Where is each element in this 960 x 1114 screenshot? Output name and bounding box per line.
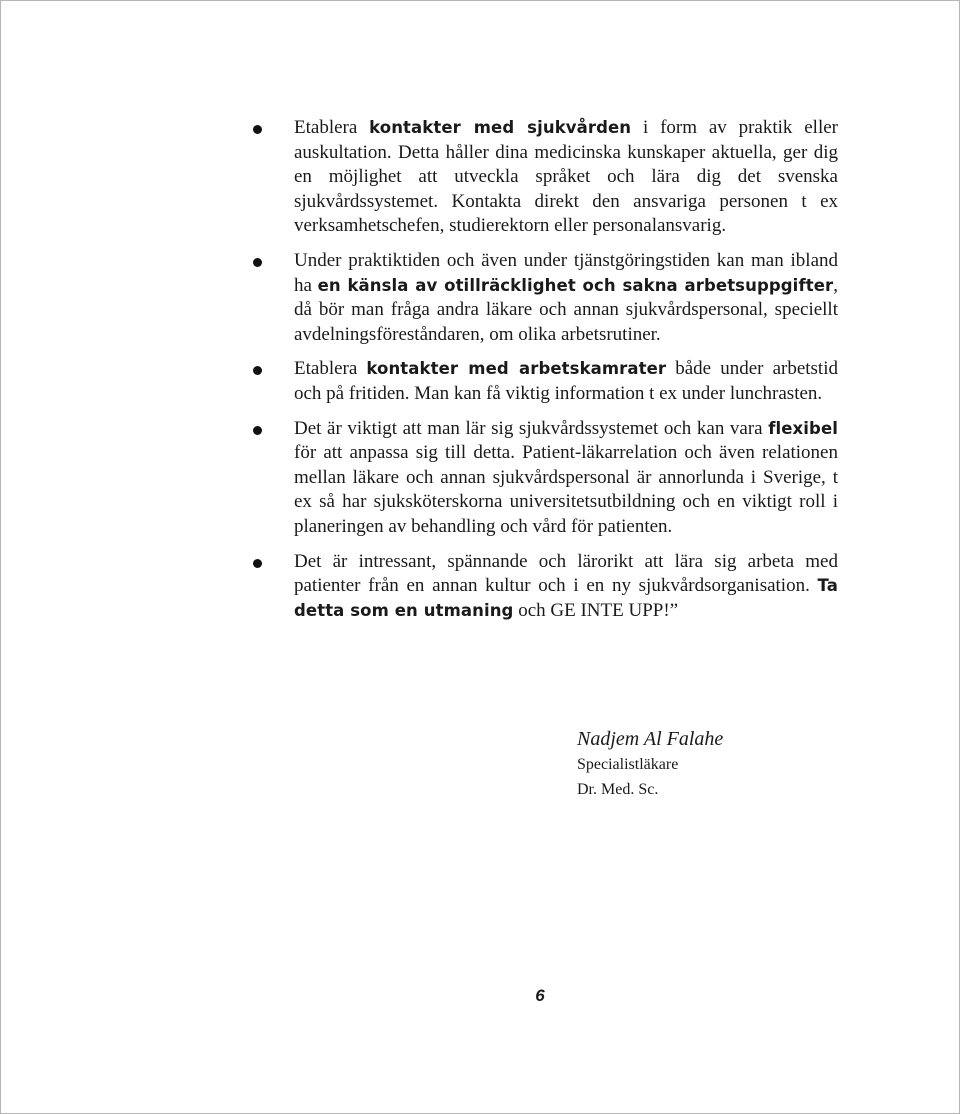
text-run: Det är intressant, spännande och lärorikt att lära sig arbeta med patienter från en annan kultur och i en ny sjukvårdsorganisation. — [294, 550, 838, 597]
emphasis-run: en känsla av otillräcklighet och sakna arbetsuppgifter — [317, 275, 834, 295]
text-run: Det är viktigt att man lär sig sjukvårdssystemet och kan vara — [294, 417, 769, 439]
bullet-item — [253, 357, 838, 406]
bullet-text — [294, 249, 838, 347]
signature-block — [577, 726, 723, 802]
bullet-text — [294, 550, 838, 624]
bullet-item — [253, 417, 838, 540]
bullet-dot-icon — [253, 258, 262, 267]
text-run: Under praktiktiden och även under tjänstgöringstiden kan man ibland ha — [294, 249, 838, 296]
advice-bullet-list — [253, 116, 838, 633]
page-number: 6 — [535, 986, 545, 1005]
author-degree: Dr. Med. Sc. — [577, 781, 659, 798]
text-run: Etablera — [294, 117, 370, 138]
emphasis-run: kontakter med arbetskamrater — [366, 359, 667, 379]
bullet-dot-icon — [253, 559, 262, 568]
bullet-text — [294, 417, 838, 540]
text-run: , då bör man fråga andra läkare och annan sjukvårdspersonal, speciellt avdelningsföreståndaren, om olika arbetsrutiner. — [294, 274, 838, 345]
text-run: Etablera — [294, 358, 367, 380]
emphasis-run: kontakter med sjukvården — [369, 118, 632, 137]
bullet-text — [294, 357, 838, 406]
author-name: Nadjem Al Falahe — [577, 728, 724, 750]
emphasis-run: flexibel — [768, 418, 838, 438]
bullet-dot-icon — [253, 426, 262, 435]
text-run: både under arbetstid och på fritiden. Man kan få viktig information t ex under lunchrasten. — [294, 358, 838, 404]
text-run: och GE INTE UPP!” — [513, 599, 679, 621]
text-run: för att anpassa sig till detta. Patient-läkarrelation och även relationen mellan läkare och annan sjukvårdspersonal är annorlunda i Sverige, t ex så har sjuksköterskorna universitetsutbildning och en viktigt roll i planeringen av behandling och vård för patienten. — [294, 442, 838, 537]
bullet-item — [253, 550, 838, 624]
bullet-item — [253, 249, 838, 347]
text-run: i form av praktik eller auskultation. Detta håller dina medicinska kunskaper aktuella, ger dig en möjlighet att utveckla språket och lära dig det svenska sjukvårdssystemet. Kontakta direkt den ansvariga personen t ex verksamhetschefen, studierektorn eller personalansvarig. — [294, 117, 838, 237]
emphasis-run: Ta detta som en utmaning — [294, 576, 838, 620]
author-title: Specialistläkare — [577, 756, 679, 773]
bullet-dot-icon — [253, 125, 262, 134]
bullet-text — [294, 116, 838, 239]
bullet-dot-icon — [253, 366, 262, 375]
bullet-item — [253, 116, 838, 239]
